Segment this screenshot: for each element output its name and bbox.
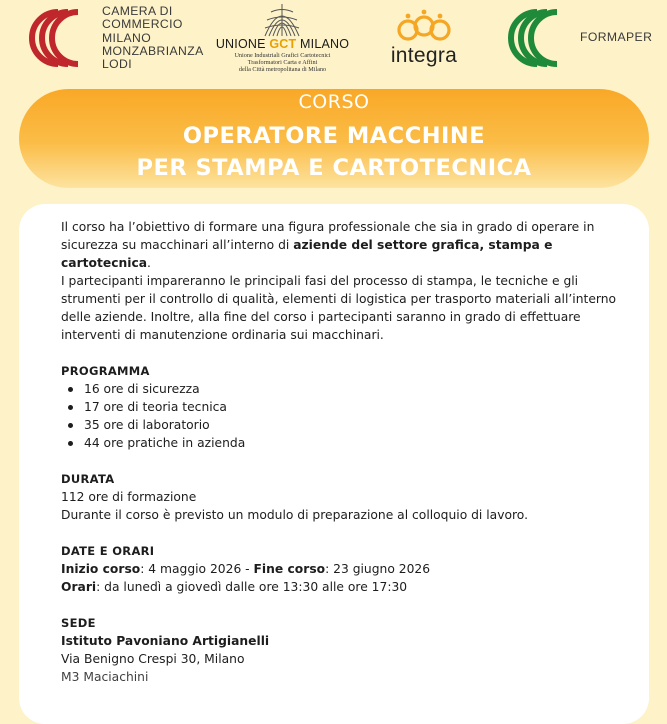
durata-hours: 112 ore di formazione — [61, 490, 197, 504]
durata-title: DURATA — [61, 472, 115, 486]
end-value: : 23 giugno 2026 — [325, 562, 431, 576]
ugct-name-highlight: GCT — [269, 37, 297, 51]
venue-transit: M3 Maciachini — [61, 670, 149, 684]
cciaa-line: MILANO — [102, 30, 152, 45]
list-item: 35 ore di laboratorio — [61, 416, 631, 434]
ugct-logo — [215, 0, 350, 78]
cciaa-name — [102, 5, 204, 71]
programma-title: PROGRAMMA — [61, 364, 150, 378]
list-item: 44 ore pratiche in azienda — [61, 434, 631, 452]
course-title-line2: PER STAMPA E CARTOTECNICA — [136, 155, 532, 181]
intro-text: Il corso ha l’obiettivo di formare una figura professionale che sia in grado di operare in sicurezza su macchinari all’interno di — [61, 220, 595, 252]
cciaa-line: COMMERCIO — [102, 17, 183, 32]
intro-highlight: aziende del settore grafica — [293, 238, 480, 252]
start-value: : 4 maggio 2026 - — [140, 562, 254, 576]
cciaa-line: LODI — [102, 57, 133, 72]
date-orari-title: DATE E ORARI — [61, 544, 155, 558]
list-item: 16 ore di sicurezza — [61, 380, 631, 398]
intro-separator: , — [479, 238, 489, 252]
course-details — [61, 218, 631, 686]
venue-name-text: Istituto Pavoniano Artigianelli — [61, 634, 270, 648]
hours-value: : da lunedì a giovedì dalle ore 13:30 alle ore 17:30 — [96, 580, 408, 594]
end-label: Fine corso — [253, 562, 326, 576]
ugct-name-prefix: UNIONE — [215, 37, 266, 51]
integra-wordmark: integra — [390, 44, 458, 67]
venue-name — [61, 632, 631, 650]
ugct-name — [215, 37, 350, 51]
hours-label: Orari — [61, 580, 97, 594]
ugct-subtitle — [215, 52, 350, 73]
formaper-label: FORMAPER — [580, 30, 653, 44]
durata-note: Durante il corso è previsto un modulo di preparazione al colloquio di lavoro. — [61, 508, 529, 522]
ugct-emblem-icon — [215, 0, 350, 38]
intro-paragraph — [61, 218, 631, 272]
course-title-line1: OPERATORE MACCHINE — [182, 123, 486, 149]
ugct-sub-line: della Città metropolitana di Milano — [238, 66, 327, 73]
logo-bar — [0, 0, 667, 82]
programma-list — [61, 380, 631, 452]
ugct-name-suffix: MILANO — [300, 37, 350, 51]
ugct-sub-line: Unione Industriali Grafici Cartotecnici — [234, 52, 331, 59]
integra-logo — [384, 6, 464, 72]
start-label: Inizio corso — [61, 562, 141, 576]
ugct-sub-line: Trasformatori Carta e Affini — [247, 59, 318, 66]
venue-address: Via Benigno Crespi 30, Milano — [61, 652, 245, 666]
list-item: 17 ore di teoria tecnica — [61, 398, 631, 416]
integra-rings-icon — [384, 6, 464, 44]
course-kicker: CORSO — [298, 91, 370, 113]
cciaa-logo-icon — [18, 6, 82, 70]
intro-end: . — [147, 256, 151, 270]
sede-title: SEDE — [61, 616, 96, 630]
course-dates — [61, 560, 631, 578]
course-title-banner — [19, 89, 649, 188]
cciaa-line: MONZABRIANZA — [102, 43, 204, 58]
cciaa-line: CAMERA DI — [102, 4, 173, 18]
intro-paragraph-2: I partecipanti impareranno le principali fasi del processo di stampa, le tecniche e gli strumenti per il controllo di qualità, elementi di logistica per trasporto materiali all’interno delle aziende. Inoltre, alla fine del corso i partecipanti saranno in grado di effettuare interventi di manutenzione ordinaria sui macchinari. — [61, 274, 617, 342]
course-hours — [61, 578, 631, 596]
formaper-logo-icon — [497, 6, 561, 70]
intro-highlight: stampa e cartotecnica — [61, 238, 553, 270]
